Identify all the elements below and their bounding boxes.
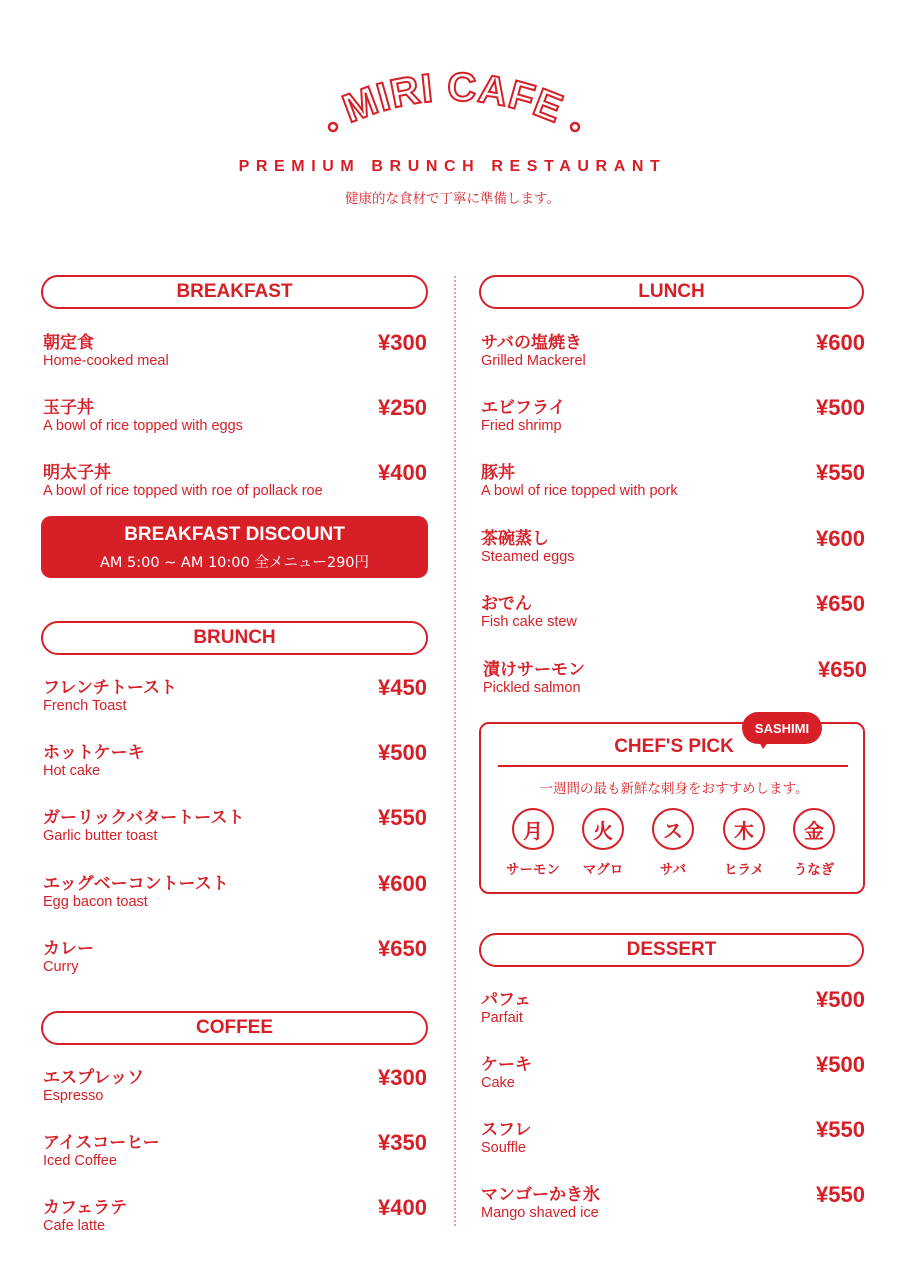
day-fish: ヒラメ (723, 862, 765, 878)
menu-item (481, 985, 867, 1035)
item-price: ¥500 (816, 1052, 865, 1077)
day-item-mon (498, 808, 568, 878)
item-name-jp: フレンチトースト (43, 678, 178, 698)
item-price: ¥550 (816, 1182, 865, 1207)
day-fish: うなぎ (793, 862, 835, 878)
item-price: ¥400 (378, 1195, 427, 1220)
section-header-breakfast: BREAKFAST (41, 275, 428, 309)
item-price: ¥500 (816, 395, 865, 420)
menu-item (481, 328, 867, 378)
item-price: ¥650 (816, 591, 865, 616)
menu-item (43, 738, 429, 788)
item-price: ¥450 (378, 675, 427, 700)
sashimi-badge (742, 712, 822, 746)
item-price: ¥300 (378, 1065, 427, 1090)
item-name-jp: アイスコーヒー (43, 1133, 160, 1153)
svg-text:MIRI CAFE (337, 65, 569, 131)
item-name-jp: カフェラテ (43, 1198, 128, 1218)
menu-item (43, 393, 429, 443)
chefs-pick-box (479, 722, 865, 894)
item-name-jp: パフェ (481, 990, 532, 1010)
item-price: ¥300 (378, 330, 427, 355)
item-price: ¥600 (816, 526, 865, 551)
day-circle: 金 (793, 808, 835, 850)
item-price: ¥550 (378, 805, 427, 830)
day-circle: 月 (512, 808, 554, 850)
section-header-coffee: COFFEE (41, 1011, 428, 1045)
item-name-jp: ガーリックバタートースト (43, 808, 245, 828)
discount-title: BREAKFAST DISCOUNT (124, 524, 345, 545)
menu-item (43, 803, 429, 853)
chefs-pick-title: CHEF'S PICK (614, 736, 734, 757)
menu-item (43, 1128, 429, 1178)
item-name-en: A bowl of rice topped with roe of pollack roe (43, 483, 323, 499)
day-circle: ス (652, 808, 694, 850)
item-name-en: Iced Coffee (43, 1153, 117, 1169)
day-item-wed (638, 808, 708, 878)
item-price: ¥600 (816, 330, 865, 355)
item-price: ¥400 (378, 460, 427, 485)
item-name-en: Souffle (481, 1140, 526, 1156)
chefs-pick-rule (498, 765, 848, 767)
brand-name: MIRI CAFE (336, 65, 569, 132)
item-name-jp: エビフライ (481, 398, 566, 418)
day-item-tue (568, 808, 638, 878)
item-name-en: Garlic butter toast (43, 828, 158, 844)
menu-item (481, 1115, 867, 1165)
item-name-jp: エッグベーコントースト (43, 874, 229, 894)
item-price: ¥500 (378, 740, 427, 765)
item-name-jp: 玉子丼 (43, 398, 94, 418)
item-name-jp: 茶碗蒸し (481, 529, 549, 549)
item-name-jp: ホットケーキ (43, 743, 145, 763)
item-name-en: Mango shaved ice (481, 1205, 599, 1221)
item-price: ¥650 (378, 936, 427, 961)
menu-item (481, 393, 867, 443)
item-price: ¥650 (818, 657, 867, 682)
item-name-en: Pickled salmon (483, 680, 581, 696)
menu-item (43, 1063, 429, 1113)
menu-item (43, 458, 429, 508)
item-name-en: Egg bacon toast (43, 894, 148, 910)
item-price: ¥500 (816, 987, 865, 1012)
day-item-thu (709, 808, 779, 878)
item-name-en: A bowl of rice topped with pork (481, 483, 678, 499)
speech-bubble-tail-icon (758, 740, 770, 749)
menu-item (43, 328, 429, 378)
logo-arc-text (303, 65, 603, 142)
logo-dot-left-icon (329, 123, 337, 131)
item-price: ¥250 (378, 395, 427, 420)
logo-dot-right-icon (571, 123, 579, 131)
item-price: ¥550 (816, 1117, 865, 1142)
item-name-en: Parfait (481, 1010, 523, 1026)
menu-item (43, 869, 429, 919)
menu-item (481, 458, 867, 508)
subtitle: 健康的な食材で丁寧に準備します。 (345, 191, 560, 207)
menu-item (43, 1193, 429, 1243)
item-name-en: Cafe latte (43, 1218, 106, 1234)
item-name-en: Fish cake stew (481, 614, 577, 630)
item-name-en: Hot cake (43, 763, 101, 779)
day-circle: 火 (582, 808, 624, 850)
item-name-jp: マンゴーかき氷 (481, 1185, 600, 1205)
item-name-jp: 明太子丼 (43, 463, 111, 483)
item-name-en: Espresso (43, 1088, 104, 1104)
column-divider (454, 276, 456, 1226)
logo (0, 65, 905, 142)
item-name-jp: スフレ (481, 1120, 532, 1140)
item-name-jp: ケーキ (481, 1055, 532, 1075)
day-schedule (481, 808, 867, 888)
day-fish: サーモン (506, 862, 560, 878)
item-name-en: Home-cooked meal (43, 353, 169, 369)
day-circle: 木 (723, 808, 765, 850)
menu-item (481, 1180, 867, 1230)
menu-item (481, 524, 867, 574)
section-header-brunch: BRUNCH (41, 621, 428, 655)
day-item-fri (779, 808, 849, 878)
menu-item (481, 589, 867, 639)
chefs-pick-description: 一週間の最も新鮮な刺身をおすすめします。 (539, 781, 809, 797)
item-name-en: Grilled Mackerel (481, 353, 586, 369)
day-fish: サバ (659, 862, 687, 878)
item-name-jp: カレー (43, 939, 94, 959)
item-name-en: French Toast (43, 698, 127, 714)
item-name-jp: 豚丼 (481, 463, 515, 483)
item-name-en: A bowl of rice topped with eggs (43, 418, 243, 434)
day-fish: マグロ (582, 862, 624, 878)
item-name-en: Fried shrimp (481, 418, 562, 434)
sashimi-badge-label: SASHIMI (742, 712, 822, 744)
item-name-jp: サバの塩焼き (481, 333, 582, 353)
section-header-dessert: DESSERT (479, 933, 864, 967)
menu-item (43, 673, 429, 723)
item-name-jp: エスプレッソ (43, 1068, 145, 1088)
item-price: ¥550 (816, 460, 865, 485)
item-name-jp: おでん (481, 594, 532, 614)
breakfast-discount-banner (41, 516, 428, 578)
menu-item (483, 655, 869, 705)
item-name-en: Cake (481, 1075, 515, 1091)
menu-item (43, 934, 429, 984)
item-price: ¥600 (378, 871, 427, 896)
section-header-lunch: LUNCH (479, 275, 864, 309)
menu-item (481, 1050, 867, 1100)
tagline: PREMIUM BRUNCH RESTAURANT (238, 158, 667, 175)
discount-detail: AM 5:00 ~ AM 10:00 全メニュー290円 (99, 555, 370, 571)
item-name-jp: 漬けサーモン (483, 660, 585, 680)
item-price: ¥350 (378, 1130, 427, 1155)
item-name-en: Steamed eggs (481, 549, 575, 565)
item-name-jp: 朝定食 (43, 333, 94, 353)
item-name-en: Curry (43, 959, 79, 975)
